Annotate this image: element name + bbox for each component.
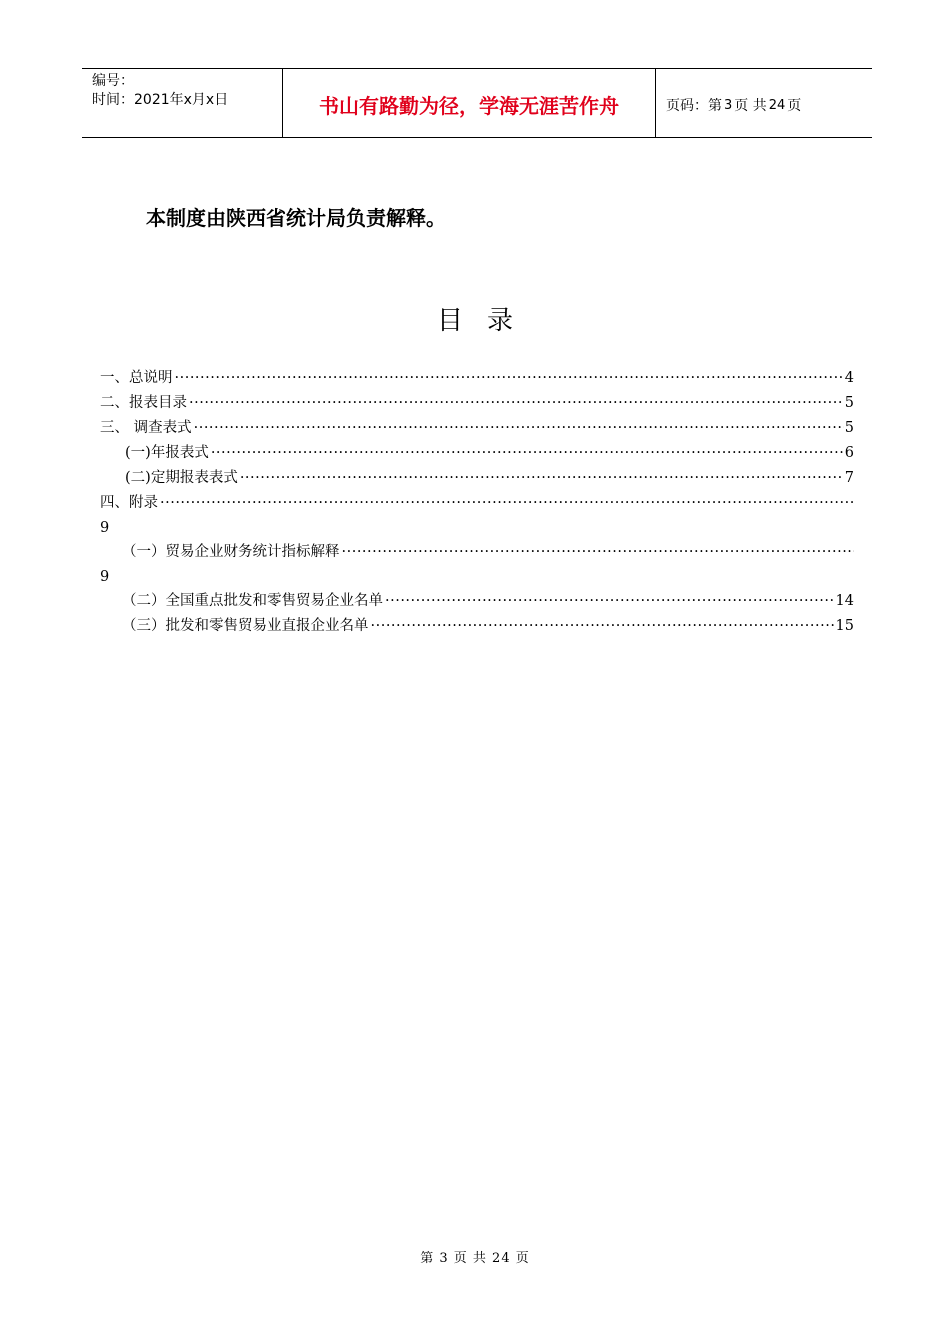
toc-leader-dots xyxy=(211,441,844,466)
toc-entry[interactable] xyxy=(100,491,854,516)
toc-entry-label: 一、总说明 xyxy=(100,370,173,386)
toc-entry[interactable] xyxy=(100,441,854,466)
toc-entry-page-wrapped xyxy=(100,516,854,540)
toc-entry[interactable] xyxy=(100,466,854,491)
toc-entry-label: （一）贸易企业财务统计指标解释 xyxy=(122,544,340,560)
toc-leader-dots xyxy=(342,540,855,565)
toc-entry-label: （三）批发和零售贸易业直报企业名单 xyxy=(122,618,369,634)
toc-entry[interactable] xyxy=(100,391,854,416)
toc-entry[interactable] xyxy=(100,416,854,441)
toc-entry-label: (一)年报表式 xyxy=(125,445,209,461)
header-page-counter xyxy=(656,69,872,137)
page-prefix: 页码：第 xyxy=(666,98,722,114)
page-current: 3 xyxy=(724,97,733,113)
page-mid: 页 共 xyxy=(734,98,767,114)
toc-entry-page: 4 xyxy=(844,370,854,386)
toc-entry[interactable] xyxy=(100,366,854,391)
document-time: 时间：2021年x月x日 xyxy=(92,92,229,108)
toc-entry-label: (二)定期报表表式 xyxy=(125,470,238,486)
toc-title-char-2: 录 xyxy=(487,306,514,336)
toc-entry-page: 5 xyxy=(844,420,854,436)
toc-entry[interactable] xyxy=(100,589,854,614)
toc-title-char-1: 目 xyxy=(436,306,463,336)
toc-title xyxy=(0,300,950,337)
toc-entry-label: （二）全国重点批发和零售贸易企业名单 xyxy=(122,593,383,609)
toc-leader-dots xyxy=(385,589,835,614)
header-meta xyxy=(82,69,283,137)
page-total: 24 xyxy=(768,97,786,113)
toc-entry-label: 二、报表目录 xyxy=(100,395,187,411)
toc-leader-dots xyxy=(240,466,844,491)
toc-leader-dots xyxy=(160,491,854,516)
toc-entry-page: 9 xyxy=(100,569,110,585)
toc-entry[interactable] xyxy=(100,540,854,565)
toc-leader-dots xyxy=(194,416,844,441)
toc-entry-label: 三、 调查表式 xyxy=(100,420,192,436)
header-motto: 书山有路勤为径，学海无涯苦作舟 xyxy=(283,69,656,137)
toc-entry-page: 14 xyxy=(835,593,854,609)
page-header xyxy=(82,68,872,138)
toc-leader-dots xyxy=(175,366,844,391)
statement-text: 本制度由陕西省统计局负责解释。 xyxy=(146,206,446,230)
toc-entry-label: 四、附录 xyxy=(100,495,158,511)
toc-entry-page: 7 xyxy=(844,470,854,486)
toc-entry-page: 5 xyxy=(844,395,854,411)
toc-leader-dots xyxy=(189,391,844,416)
toc-entry-page-wrapped xyxy=(100,565,854,589)
toc-entry-page: 6 xyxy=(844,445,854,461)
document-number-label: 编号： xyxy=(92,73,134,89)
toc-entry-page: 9 xyxy=(100,520,110,536)
toc-entry-page: 15 xyxy=(835,618,854,634)
page-suffix: 页 xyxy=(787,98,802,114)
page-footer: 第 3 页 共 24 页 xyxy=(420,1251,530,1266)
toc-entry[interactable] xyxy=(100,614,854,639)
table-of-contents xyxy=(100,366,854,639)
toc-leader-dots xyxy=(371,614,835,639)
